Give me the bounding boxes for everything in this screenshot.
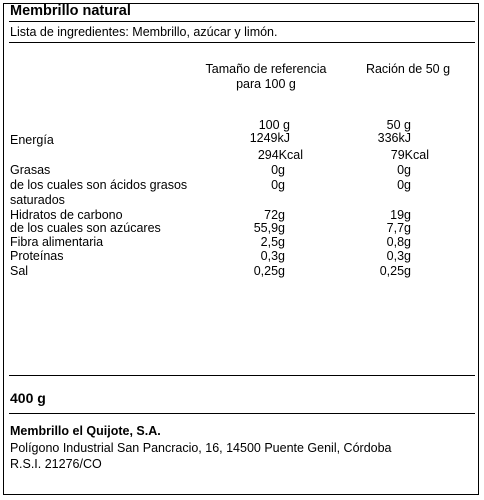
row-label: Grasas: [10, 163, 51, 177]
row-portion-value: 0g: [397, 178, 411, 192]
row-ref-value: 294Kcal: [257, 148, 303, 162]
amount-reference: 100 g: [258, 118, 290, 132]
row-portion-value: 0,8g: [386, 235, 411, 249]
row-ref-value: 2,5g: [260, 235, 285, 249]
product-title: Membrillo natural: [10, 3, 131, 19]
row-label: de los cuales son ácidos grasos: [10, 178, 188, 192]
row-portion-value: 0,25g: [379, 264, 411, 278]
row-label: de los cuales son azúcares: [10, 221, 161, 235]
row-label: Fibra alimentaria: [10, 235, 104, 249]
amount-portion: 50 g: [386, 118, 411, 132]
row-portion-value: 7,7g: [386, 221, 411, 235]
row-label: Hidratos de carbono: [10, 208, 123, 222]
row-portion-value: 336kJ: [377, 131, 411, 145]
weight-divider: [9, 413, 475, 414]
row-portion-value: 0g: [397, 163, 411, 177]
row-label: saturados: [10, 193, 65, 207]
row-label: Sal: [10, 264, 29, 278]
header-reference-line1: Tamaño de referencia: [205, 62, 327, 76]
row-label: Energía: [10, 133, 54, 147]
row-portion-value: 0,3g: [386, 249, 411, 263]
row-ref-value: 72g: [264, 208, 285, 222]
header-reference-line2: para 100 g: [236, 77, 296, 91]
row-ref-value: 55,9g: [253, 221, 285, 235]
ingredients-divider: [9, 42, 475, 43]
header-portion: Ración de 50 g: [365, 62, 451, 76]
row-ref-value: 0,3g: [260, 249, 285, 263]
company-rsi: R.S.I. 21276/CO: [10, 457, 102, 471]
company-address: Polígono Industrial San Pancracio, 16, 14500 Puente Genil, Córdoba: [10, 441, 392, 455]
net-weight: 400 g: [10, 390, 46, 406]
company-name: Membrillo el Quijote, S.A.: [10, 424, 161, 438]
row-ref-value: 1249kJ: [249, 131, 290, 145]
title-divider: [9, 21, 475, 22]
row-portion-value: 19g: [390, 208, 411, 222]
row-portion-value: 79Kcal: [390, 148, 429, 162]
row-ref-value: 0,25g: [253, 264, 285, 278]
row-ref-value: 0g: [271, 178, 285, 192]
ingredients-list: Lista de ingredientes: Membrillo, azúcar y limón.: [10, 25, 278, 39]
row-ref-value: 0g: [271, 163, 285, 177]
row-label: Proteínas: [10, 249, 64, 263]
table-divider: [9, 375, 475, 376]
